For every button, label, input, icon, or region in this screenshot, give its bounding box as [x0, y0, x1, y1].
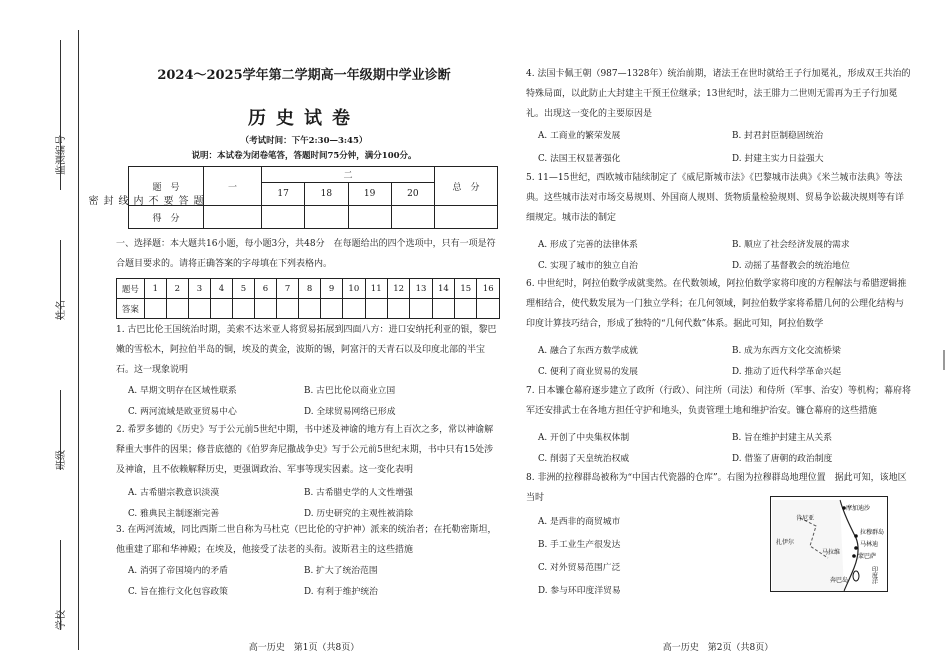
binding-line	[78, 30, 79, 650]
answer-table	[116, 278, 500, 319]
name-line	[60, 240, 61, 320]
answer-input-cell[interactable]	[299, 299, 321, 319]
score-subcol: 20	[391, 183, 434, 206]
map-label: 扎伊尔	[776, 539, 795, 546]
answer-row2-label: 答案	[117, 299, 145, 319]
question-4-stem: 4. 法国卡佩王朝（987—1328年）统治前期，诸法王在世时就给王子行加冕礼，形成双王共治的特殊局面，以此防止大封建主干预王位继承；13世纪时，法王腓力二世则无需再为王子行加冕礼。出现这一变化的主要原因是	[526, 69, 911, 119]
school-line	[60, 540, 61, 630]
map-point-pemba	[853, 571, 859, 581]
answer-input-cell[interactable]	[277, 299, 299, 319]
answer-number-cell: 6	[255, 279, 277, 299]
seal-line-char: 线	[116, 195, 127, 207]
answer-number-cell: 2	[166, 279, 188, 299]
score-cell[interactable]	[348, 206, 391, 229]
map-point-mombasa	[852, 554, 856, 558]
score-row1-label: 题 号	[129, 167, 204, 206]
exam-note: 说明：本试卷为闭卷笔答，答题时间75分钟，满分100分。	[191, 151, 417, 161]
answer-number-cell: 12	[387, 279, 409, 299]
left-page-footer: 高一历史 第1页（共8页）	[248, 643, 360, 653]
answer-row1-label: 题号	[117, 279, 145, 299]
q5-option-a[interactable]: A. 形成了完善的法律体系	[538, 240, 638, 250]
q4-option-b[interactable]: B. 封君封臣制稳固统治	[732, 131, 824, 141]
q4-option-a[interactable]: A. 工商业的繁荣发展	[538, 131, 621, 141]
score-row2-label: 得 分	[129, 206, 204, 229]
right-page	[522, 0, 914, 669]
q3-option-d[interactable]: D. 有利于维护统治	[304, 587, 378, 597]
exam-no-label: 监测编号	[56, 135, 67, 175]
q5-option-c[interactable]: C. 实现了城市的独立自治	[538, 261, 638, 271]
exam-heading: 2024～2025学年第二学期高一年级期中学业诊断	[157, 68, 451, 83]
answer-number-cell: 15	[455, 279, 477, 299]
q7-option-d[interactable]: D. 借鉴了唐朝的政治制度	[732, 454, 833, 464]
map-label: 奔巴岛	[830, 577, 849, 584]
q3-option-a[interactable]: A. 消弭了帝国境内的矛盾	[128, 566, 228, 576]
map-point-malindi	[854, 546, 858, 550]
map-label: 马林迪	[860, 541, 879, 548]
answer-input-cell[interactable]	[144, 299, 166, 319]
answer-input-cell[interactable]	[387, 299, 409, 319]
map-label: 摩加迪沙	[846, 505, 871, 512]
answer-input-cell[interactable]	[343, 299, 365, 319]
exam-no-line	[60, 40, 61, 190]
score-cell[interactable]	[262, 206, 305, 229]
map-label: 蒙巴萨	[858, 553, 877, 560]
score-cell[interactable]	[435, 206, 498, 229]
question-6-stem: 6. 中世纪时，阿拉伯数学成就斐然。在代数领域，阿拉伯数学家将印度的方程解法与希腊逻辑推理相结合，使代数发展为一门独立学科；在几何领域，阿拉伯数学家将希腊几何的公理化结构与印度计算技巧结合，形成了独特的“几何代数”体系。据此可知，阿拉伯数学	[526, 279, 907, 329]
answer-input-cell[interactable]	[210, 299, 232, 319]
score-subcol: 18	[305, 183, 348, 206]
answer-number-cell: 1	[144, 279, 166, 299]
q6-option-b[interactable]: B. 成为东西方文化交流桥梁	[732, 346, 841, 356]
answer-number-cell: 16	[477, 279, 500, 299]
q1-option-b[interactable]: B. 古巴比伦以商业立国	[304, 386, 396, 396]
score-cell[interactable]	[305, 206, 348, 229]
q1-option-c[interactable]: C. 两河流域是欧亚贸易中心	[128, 407, 237, 417]
q2-option-a[interactable]: A. 古希腊宗教意识淡漠	[128, 488, 220, 498]
answer-input-cell[interactable]	[321, 299, 343, 319]
score-col-two: 二	[262, 167, 435, 183]
answer-number-cell: 7	[277, 279, 299, 299]
class-label: 班级	[56, 450, 67, 470]
answer-input-cell[interactable]	[477, 299, 500, 319]
q1-option-d[interactable]: D. 全球贸易网络已形成	[304, 407, 396, 417]
q2-option-b[interactable]: B. 古希腊史学的人文性增强	[304, 488, 413, 498]
answer-number-cell: 4	[210, 279, 232, 299]
score-total-label: 总 分	[435, 167, 498, 206]
seal-line-char: 题	[191, 195, 202, 207]
answer-number-cell: 14	[432, 279, 454, 299]
score-col-one: 一	[204, 167, 262, 206]
seal-line-char: 要	[161, 195, 172, 207]
seal-line-char: 不	[146, 195, 157, 207]
q4-option-c[interactable]: C. 法国王权显著强化	[538, 154, 621, 164]
q1-option-a[interactable]: A. 早期文明存在区域性联系	[128, 386, 237, 396]
answer-input-cell[interactable]	[410, 299, 432, 319]
q7-option-c[interactable]: C. 削弱了天皇统治权威	[538, 454, 630, 464]
answer-input-cell[interactable]	[188, 299, 210, 319]
q8-option-b[interactable]: B. 手工业生产很发达	[538, 540, 621, 550]
answer-input-cell[interactable]	[232, 299, 254, 319]
answer-number-cell: 13	[410, 279, 432, 299]
q5-option-d[interactable]: D. 动摇了基督教会的统治地位	[732, 261, 850, 271]
edge-mark	[943, 350, 945, 370]
exam-time: （考试时间：下午2:30—3:45）	[240, 136, 368, 146]
score-cell[interactable]	[391, 206, 434, 229]
section1-instruction: 一、选择题：本大题共16小题，每小题3分，共48分 在每题给出的四个选项中，只有一项是符合题目要求的。请将正确答案的字母填在下列表格内。	[116, 239, 496, 269]
q6-option-c[interactable]: C. 便利了商业贸易的发展	[538, 367, 638, 377]
q2-option-d[interactable]: D. 历史研究的主观性被消除	[304, 509, 414, 519]
answer-input-cell[interactable]	[255, 299, 277, 319]
map-label: 马拉维	[822, 549, 841, 556]
seal-line-char: 封	[101, 195, 112, 207]
question-3-stem: 3. 在两河流域，同比西斯二世自称为马杜克（巴比伦的守护神）派来的统治者；在托勒密斯坦，他重建了耶和华神殿；在埃及，他接受了法老的头衔。波斯君主的这些措施	[116, 525, 497, 555]
score-cell[interactable]	[204, 206, 262, 229]
map-label: 肯尼亚	[796, 515, 815, 522]
map-point-lamu	[854, 534, 858, 538]
seal-line-char: 答	[176, 195, 187, 207]
seal-line-char: 密	[86, 195, 97, 207]
score-table	[128, 166, 498, 229]
school-label: 学校	[56, 610, 67, 630]
q3-option-c[interactable]: C. 旨在推行文化包容政策	[128, 587, 228, 597]
answer-input-cell[interactable]	[166, 299, 188, 319]
lamu-map	[770, 496, 888, 592]
q6-option-a[interactable]: A. 融合了东西方数学成就	[538, 346, 638, 356]
map-ocean-label: 印度洋	[870, 566, 878, 584]
question-2-stem: 2. 希罗多德的《历史》写于公元前5世纪中期，书中述及神谕的地方有上百次之多，常以神谕解释重大事件的因果；修昔底德的《伯罗奔尼撒战争史》写于公元前5世纪末期，书中只有15处涉及神谕，且不依赖解释历史，更强调政治、军事等现实因素。这一变化表明	[116, 425, 494, 475]
right-page-footer: 高一历史 第2页（共8页）	[662, 643, 774, 653]
answer-input-cell[interactable]	[432, 299, 454, 319]
q6-option-d[interactable]: D. 推动了近代科学革命兴起	[732, 367, 842, 377]
answer-number-cell: 5	[232, 279, 254, 299]
question-5-stem: 5. 11—15世纪，西欧城市陆续制定了《威尼斯城市法》《巴黎城市法典》《米兰城市法典》等法典。这些城市法对市场交易规则、外国商人规则、货物质量检验规则、贸易争讼裁决规则等有详细规定。城市法的制定	[526, 173, 905, 223]
answer-input-cell[interactable]	[455, 299, 477, 319]
score-subcol: 19	[348, 183, 391, 206]
q8-option-a[interactable]: A. 是西非的商贸城市	[538, 517, 621, 527]
answer-number-cell: 8	[299, 279, 321, 299]
class-line	[60, 390, 61, 470]
question-8-stem: 8. 非洲的拉穆群岛被称为“中国古代瓷器的仓库”。右图为拉穆群岛地理位置 据此可知，该地区当时	[526, 473, 907, 503]
question-1-stem: 1. 古巴比伦王国统治时期，美索不达米亚人将贸易拓展到四面八方：进口安纳托利亚的银，黎巴嫩的雪松木，阿拉伯半岛的铜，埃及的黄金，波斯的锡，阿富汗的天青石以及印度北部的半宝石。这一现象说明	[116, 325, 497, 375]
question-7-stem: 7. 日本镰仓幕府逐步建立了政所（行政）、问注所（司法）和侍所（军事、治安）等机构；幕府将军还安排武士在各地方担任守护和地头，负责管理土地和维护治安。镰仓幕府的这些措施	[526, 386, 911, 416]
answer-input-cell[interactable]	[365, 299, 387, 319]
q5-option-b[interactable]: B. 顺应了社会经济发展的需求	[732, 240, 850, 250]
score-subcol: 17	[262, 183, 305, 206]
name-label: 姓名	[56, 300, 67, 320]
q4-option-d[interactable]: D. 封建主实力日益强大	[732, 154, 824, 164]
q8-option-c[interactable]: C. 对外贸易范围广泛	[538, 563, 621, 573]
answer-number-cell: 10	[343, 279, 365, 299]
seal-line-char: 内	[131, 195, 142, 207]
answer-number-cell: 9	[321, 279, 343, 299]
q2-option-c[interactable]: C. 雅典民主制逐渐完善	[128, 509, 220, 519]
q8-option-d[interactable]: D. 参与环印度洋贸易	[538, 586, 621, 596]
q7-option-a[interactable]: A. 开创了中央集权体制	[538, 433, 630, 443]
subject-title: 历史试卷	[248, 108, 360, 129]
q7-option-b[interactable]: B. 旨在维护封建主从关系	[732, 433, 833, 443]
answer-number-cell: 11	[365, 279, 387, 299]
q3-option-b[interactable]: B. 扩大了统治范围	[304, 566, 378, 576]
answer-number-cell: 3	[188, 279, 210, 299]
map-label: 拉穆群岛	[860, 529, 885, 536]
left-page	[108, 0, 500, 669]
